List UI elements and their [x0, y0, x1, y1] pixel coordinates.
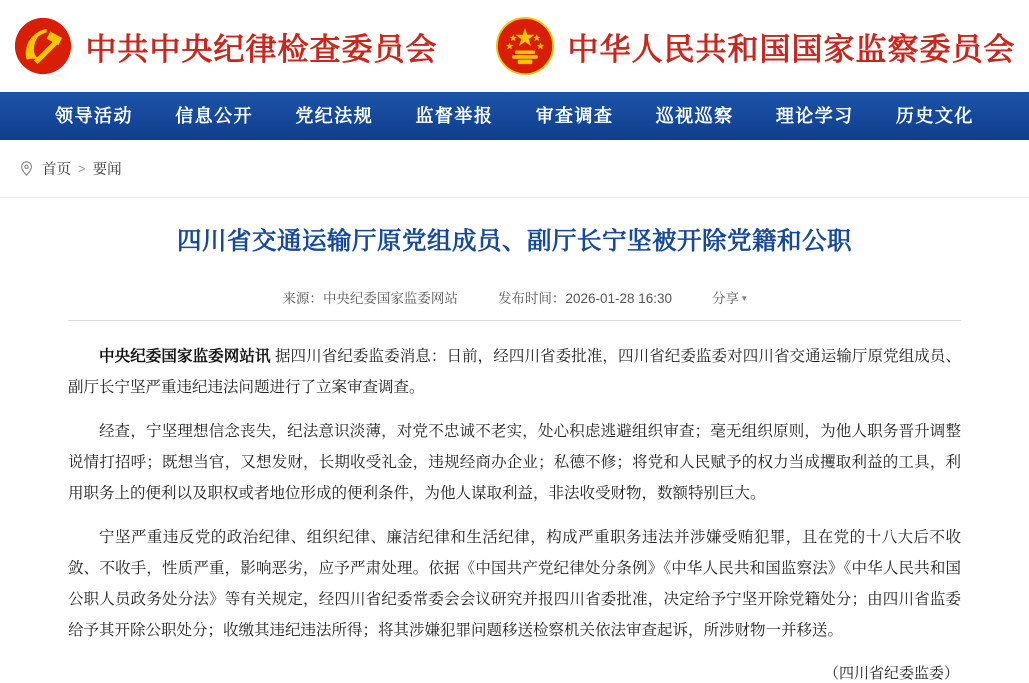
- breadcrumb: [18, 158, 122, 179]
- location-pin-icon: [18, 160, 35, 177]
- nav-item-theory-study[interactable]: 理论学习: [775, 106, 854, 126]
- brand-cpc-ccdi[interactable]: [14, 17, 438, 75]
- article-source-value: 中央纪委国家监委网站: [322, 290, 458, 306]
- article-container: [0, 198, 1029, 683]
- nsc-title: 中华人民共和国国家监察委员会: [567, 31, 1016, 67]
- breadcrumb-home-link[interactable]: 首页: [42, 162, 71, 178]
- brand-national-supervisory[interactable]: [496, 17, 1016, 75]
- nav-item-information-disclosure[interactable]: 信息公开: [175, 106, 254, 126]
- article-publish-time: [498, 287, 672, 307]
- article-paragraph-2: 经查，宁坚理想信念丧失，纪法意识淡薄，对党不忠诚不老实，处心积虑逃避组织审查；毫无组织原则，为他人职务晋升调整说情打招呼；既想当官，又想发财，长期收受礼金，违规经商办企业；私德不修；将党和人民赋予的权力当成攫取利益的工具，利用职务上的便利以及职权或者地位形成的便利条件，为他人谋取利益，非法收受财物，数额特别巨大。: [68, 422, 961, 502]
- share-label: 分享: [712, 290, 740, 306]
- nav-item-supervision-reporting[interactable]: 监督举报: [415, 106, 494, 126]
- article-body: [68, 341, 961, 646]
- nav-item-review-investigation[interactable]: 审查调查: [535, 106, 614, 126]
- breadcrumb-separator: >: [78, 161, 86, 176]
- nav-item-inspection-tour[interactable]: 巡视巡察: [655, 106, 734, 126]
- main-navigation: [0, 92, 1029, 140]
- prc-national-emblem: [496, 17, 554, 75]
- article-paragraph-1-text: 据四川省纪委监委消息：日前，经四川省委批准，四川省纪委监委对四川省交通运输厅原党组成员、副厅长宁坚严重违纪违法问题进行了立案审查调查。: [68, 347, 961, 396]
- article-signoff: （四川省纪委监委）: [823, 664, 959, 682]
- nav-item-leadership[interactable]: 领导活动: [55, 106, 134, 126]
- chevron-down-icon: ▾: [742, 293, 747, 304]
- article-paragraph-1: [68, 341, 961, 403]
- article-lead-source: 中央纪委国家监委网站讯: [99, 347, 271, 365]
- article-paragraph-3: 宁坚严重违反党的政治纪律、组织纪律、廉洁纪律和生活纪律，构成严重职务违法并涉嫌受贿犯罪，且在党的十八大后不收敛、不收手，性质严重，影响恶劣，应予严肃处理。依据《中国共产党纪律处分条例》《中华人民共和国监察法》《中华人民共和国公职人员政务处分法》等有关规定，经四川省纪委常委会会议研究并报四川省委批准，决定给予宁坚开除党籍处分；由四川省监委给予其开除公职处分；收缴其违纪违法所得；将其涉嫌犯罪问题移送检察机关依法审查起诉，所涉财物一并移送。: [68, 528, 961, 639]
- ccdi-title: 中共中央纪律检查委员会: [85, 31, 438, 67]
- article-time-value: 2026-01-28 16:30: [565, 290, 673, 306]
- site-masthead: [0, 0, 1029, 92]
- article-time-label: 发布时间：: [497, 290, 566, 306]
- page-title: 四川省交通运输厅原党组成员、副厅长宁坚被开除党籍和公职: [177, 228, 852, 255]
- share-button[interactable]: [712, 287, 747, 307]
- article-source-label: 来源：: [282, 290, 323, 306]
- article-source: [282, 287, 458, 307]
- breadcrumb-bar: [0, 140, 1029, 198]
- breadcrumb-current: 要闻: [92, 162, 122, 178]
- cpc-hammer-sickle-emblem: [14, 17, 72, 75]
- nav-item-party-discipline-regulations[interactable]: 党纪法规: [295, 106, 374, 126]
- article-meta: [68, 287, 961, 321]
- nav-item-history-culture[interactable]: 历史文化: [895, 106, 974, 126]
